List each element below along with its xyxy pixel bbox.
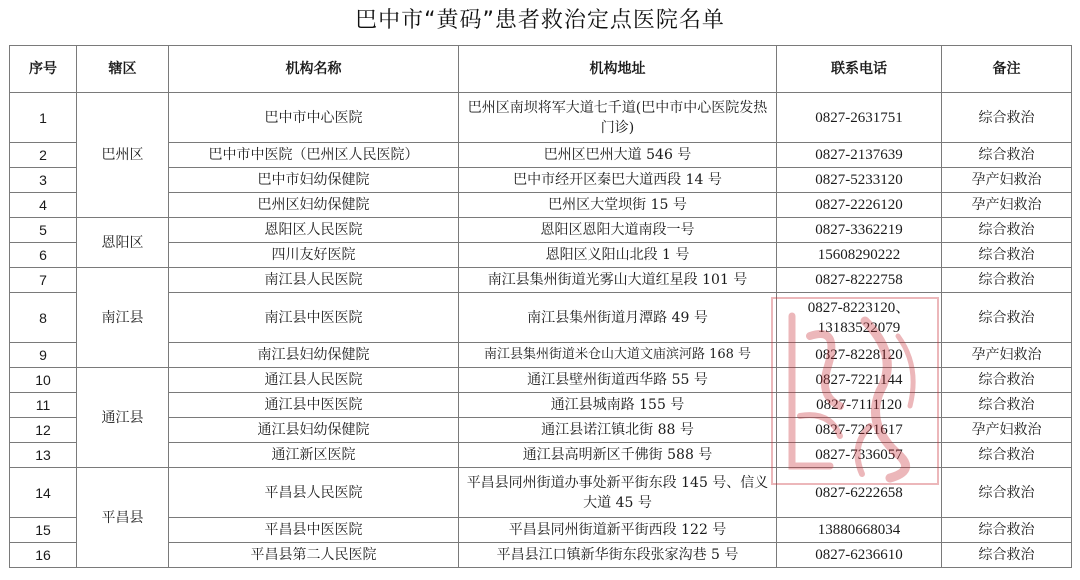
row-no: 16 — [10, 543, 77, 568]
row-note: 综合救治 — [942, 518, 1072, 543]
row-name: 南江县中医医院 — [169, 293, 459, 343]
table-row — [10, 543, 1072, 568]
row-no: 2 — [10, 143, 77, 168]
row-name: 通江县中医医院 — [169, 393, 459, 418]
row-note: 综合救治 — [942, 143, 1072, 168]
table-row — [10, 518, 1072, 543]
row-address: 平昌县江口镇新华街东段张家沟巷 5 号 — [459, 543, 777, 568]
row-name: 巴州区妇幼保健院 — [169, 193, 459, 218]
row-name: 四川友好医院 — [169, 243, 459, 268]
table-row — [10, 468, 1072, 518]
row-note: 综合救治 — [942, 468, 1072, 518]
row-note: 综合救治 — [942, 243, 1072, 268]
row-address: 通江县壁州街道西华路 55 号 — [459, 368, 777, 393]
row-name: 通江县妇幼保健院 — [169, 418, 459, 443]
row-address: 巴州区南坝将军大道七千道(巴中市中心医院发热门诊) — [459, 93, 777, 143]
row-no: 4 — [10, 193, 77, 218]
row-no: 8 — [10, 293, 77, 343]
row-address: 通江县城南路 155 号 — [459, 393, 777, 418]
page-title: 巴中市“黄码”患者救治定点医院名单 — [355, 8, 725, 33]
row-no: 14 — [10, 468, 77, 518]
row-phone: 0827-7221617 — [777, 418, 942, 443]
row-phone: 0827-2137639 — [777, 143, 942, 168]
header-phone: 联系电话 — [777, 46, 942, 93]
row-name: 平昌县第二人民医院 — [169, 543, 459, 568]
row-address: 南江县集州街道月潭路 49 号 — [459, 293, 777, 343]
row-phone: 0827-7111120 — [777, 393, 942, 418]
table-row — [10, 393, 1072, 418]
row-address: 恩阳区恩阳大道南段一号 — [459, 218, 777, 243]
row-phone: 0827-8223120、13183522079 — [777, 293, 942, 343]
table-row — [10, 193, 1072, 218]
row-no: 15 — [10, 518, 77, 543]
row-name: 巴中市中心医院 — [169, 93, 459, 143]
row-note: 孕产妇救治 — [942, 193, 1072, 218]
row-no: 5 — [10, 218, 77, 243]
row-note: 孕产妇救治 — [942, 418, 1072, 443]
row-note: 综合救治 — [942, 93, 1072, 143]
row-name: 南江县人民医院 — [169, 268, 459, 293]
table-row — [10, 343, 1072, 368]
header-address: 机构地址 — [459, 46, 777, 93]
row-name: 巴中市中医院（巴州区人民医院） — [169, 143, 459, 168]
header-no: 序号 — [10, 46, 77, 93]
district-cell: 通江县 — [77, 368, 169, 468]
row-phone: 15608290222 — [777, 243, 942, 268]
row-no: 7 — [10, 268, 77, 293]
row-phone: 0827-2631751 — [777, 93, 942, 143]
row-phone: 0827-6236610 — [777, 543, 942, 568]
hospital-table — [9, 45, 1072, 568]
row-note: 综合救治 — [942, 368, 1072, 393]
row-note: 综合救治 — [942, 543, 1072, 568]
row-name: 通江县人民医院 — [169, 368, 459, 393]
row-phone: 0827-7221144 — [777, 368, 942, 393]
row-name: 巴中市妇幼保健院 — [169, 168, 459, 193]
table-row — [10, 93, 1072, 143]
row-phone: 0827-8228120 — [777, 343, 942, 368]
row-address: 恩阳区义阳山北段 1 号 — [459, 243, 777, 268]
row-no: 9 — [10, 343, 77, 368]
row-no: 13 — [10, 443, 77, 468]
district-cell: 平昌县 — [77, 468, 169, 568]
row-phone: 0827-7336057 — [777, 443, 942, 468]
row-no: 1 — [10, 93, 77, 143]
row-note: 综合救治 — [942, 218, 1072, 243]
row-address: 通江县诺江镇北街 88 号 — [459, 418, 777, 443]
table-row — [10, 368, 1072, 393]
row-note: 综合救治 — [942, 293, 1072, 343]
row-name: 南江县妇幼保健院 — [169, 343, 459, 368]
row-address: 平昌县同州街道新平街西段 122 号 — [459, 518, 777, 543]
district-cell: 南江县 — [77, 268, 169, 368]
row-address: 南江县集州街道光雾山大道红星段 101 号 — [459, 268, 777, 293]
row-name: 平昌县中医医院 — [169, 518, 459, 543]
row-phone: 13880668034 — [777, 518, 942, 543]
row-address: 南江县集州街道米仓山大道文庙滨河路 168 号 — [459, 343, 777, 368]
table-row — [10, 418, 1072, 443]
table-row — [10, 168, 1072, 193]
row-note: 综合救治 — [942, 268, 1072, 293]
table-row — [10, 218, 1072, 243]
row-phone: 0827-8222758 — [777, 268, 942, 293]
table-row — [10, 268, 1072, 293]
row-address: 通江县高明新区千佛街 588 号 — [459, 443, 777, 468]
row-phone: 0827-6222658 — [777, 468, 942, 518]
row-phone: 0827-5233120 — [777, 168, 942, 193]
row-phone: 0827-2226120 — [777, 193, 942, 218]
row-address: 巴中市经开区秦巴大道西段 14 号 — [459, 168, 777, 193]
row-note: 孕产妇救治 — [942, 168, 1072, 193]
table-row — [10, 443, 1072, 468]
header-note: 备注 — [942, 46, 1072, 93]
table-row — [10, 143, 1072, 168]
row-no: 6 — [10, 243, 77, 268]
header-name: 机构名称 — [169, 46, 459, 93]
row-name: 通江新区医院 — [169, 443, 459, 468]
row-no: 11 — [10, 393, 77, 418]
row-phone: 0827-3362219 — [777, 218, 942, 243]
district-cell: 恩阳区 — [77, 218, 169, 268]
row-name: 恩阳区人民医院 — [169, 218, 459, 243]
row-address: 平昌县同州街道办事处新平街东段 145 号、信义大道 45 号 — [459, 468, 777, 518]
row-address: 巴州区大堂坝街 15 号 — [459, 193, 777, 218]
table-row — [10, 243, 1072, 268]
table-row — [10, 293, 1072, 343]
district-cell: 巴州区 — [77, 93, 169, 218]
table-header-row — [10, 46, 1072, 93]
row-no: 3 — [10, 168, 77, 193]
row-note: 孕产妇救治 — [942, 343, 1072, 368]
row-note: 综合救治 — [942, 393, 1072, 418]
header-district: 辖区 — [77, 46, 169, 93]
row-no: 10 — [10, 368, 77, 393]
row-no: 12 — [10, 418, 77, 443]
row-address: 巴州区巴州大道 546 号 — [459, 143, 777, 168]
row-name: 平昌县人民医院 — [169, 468, 459, 518]
row-note: 综合救治 — [942, 443, 1072, 468]
